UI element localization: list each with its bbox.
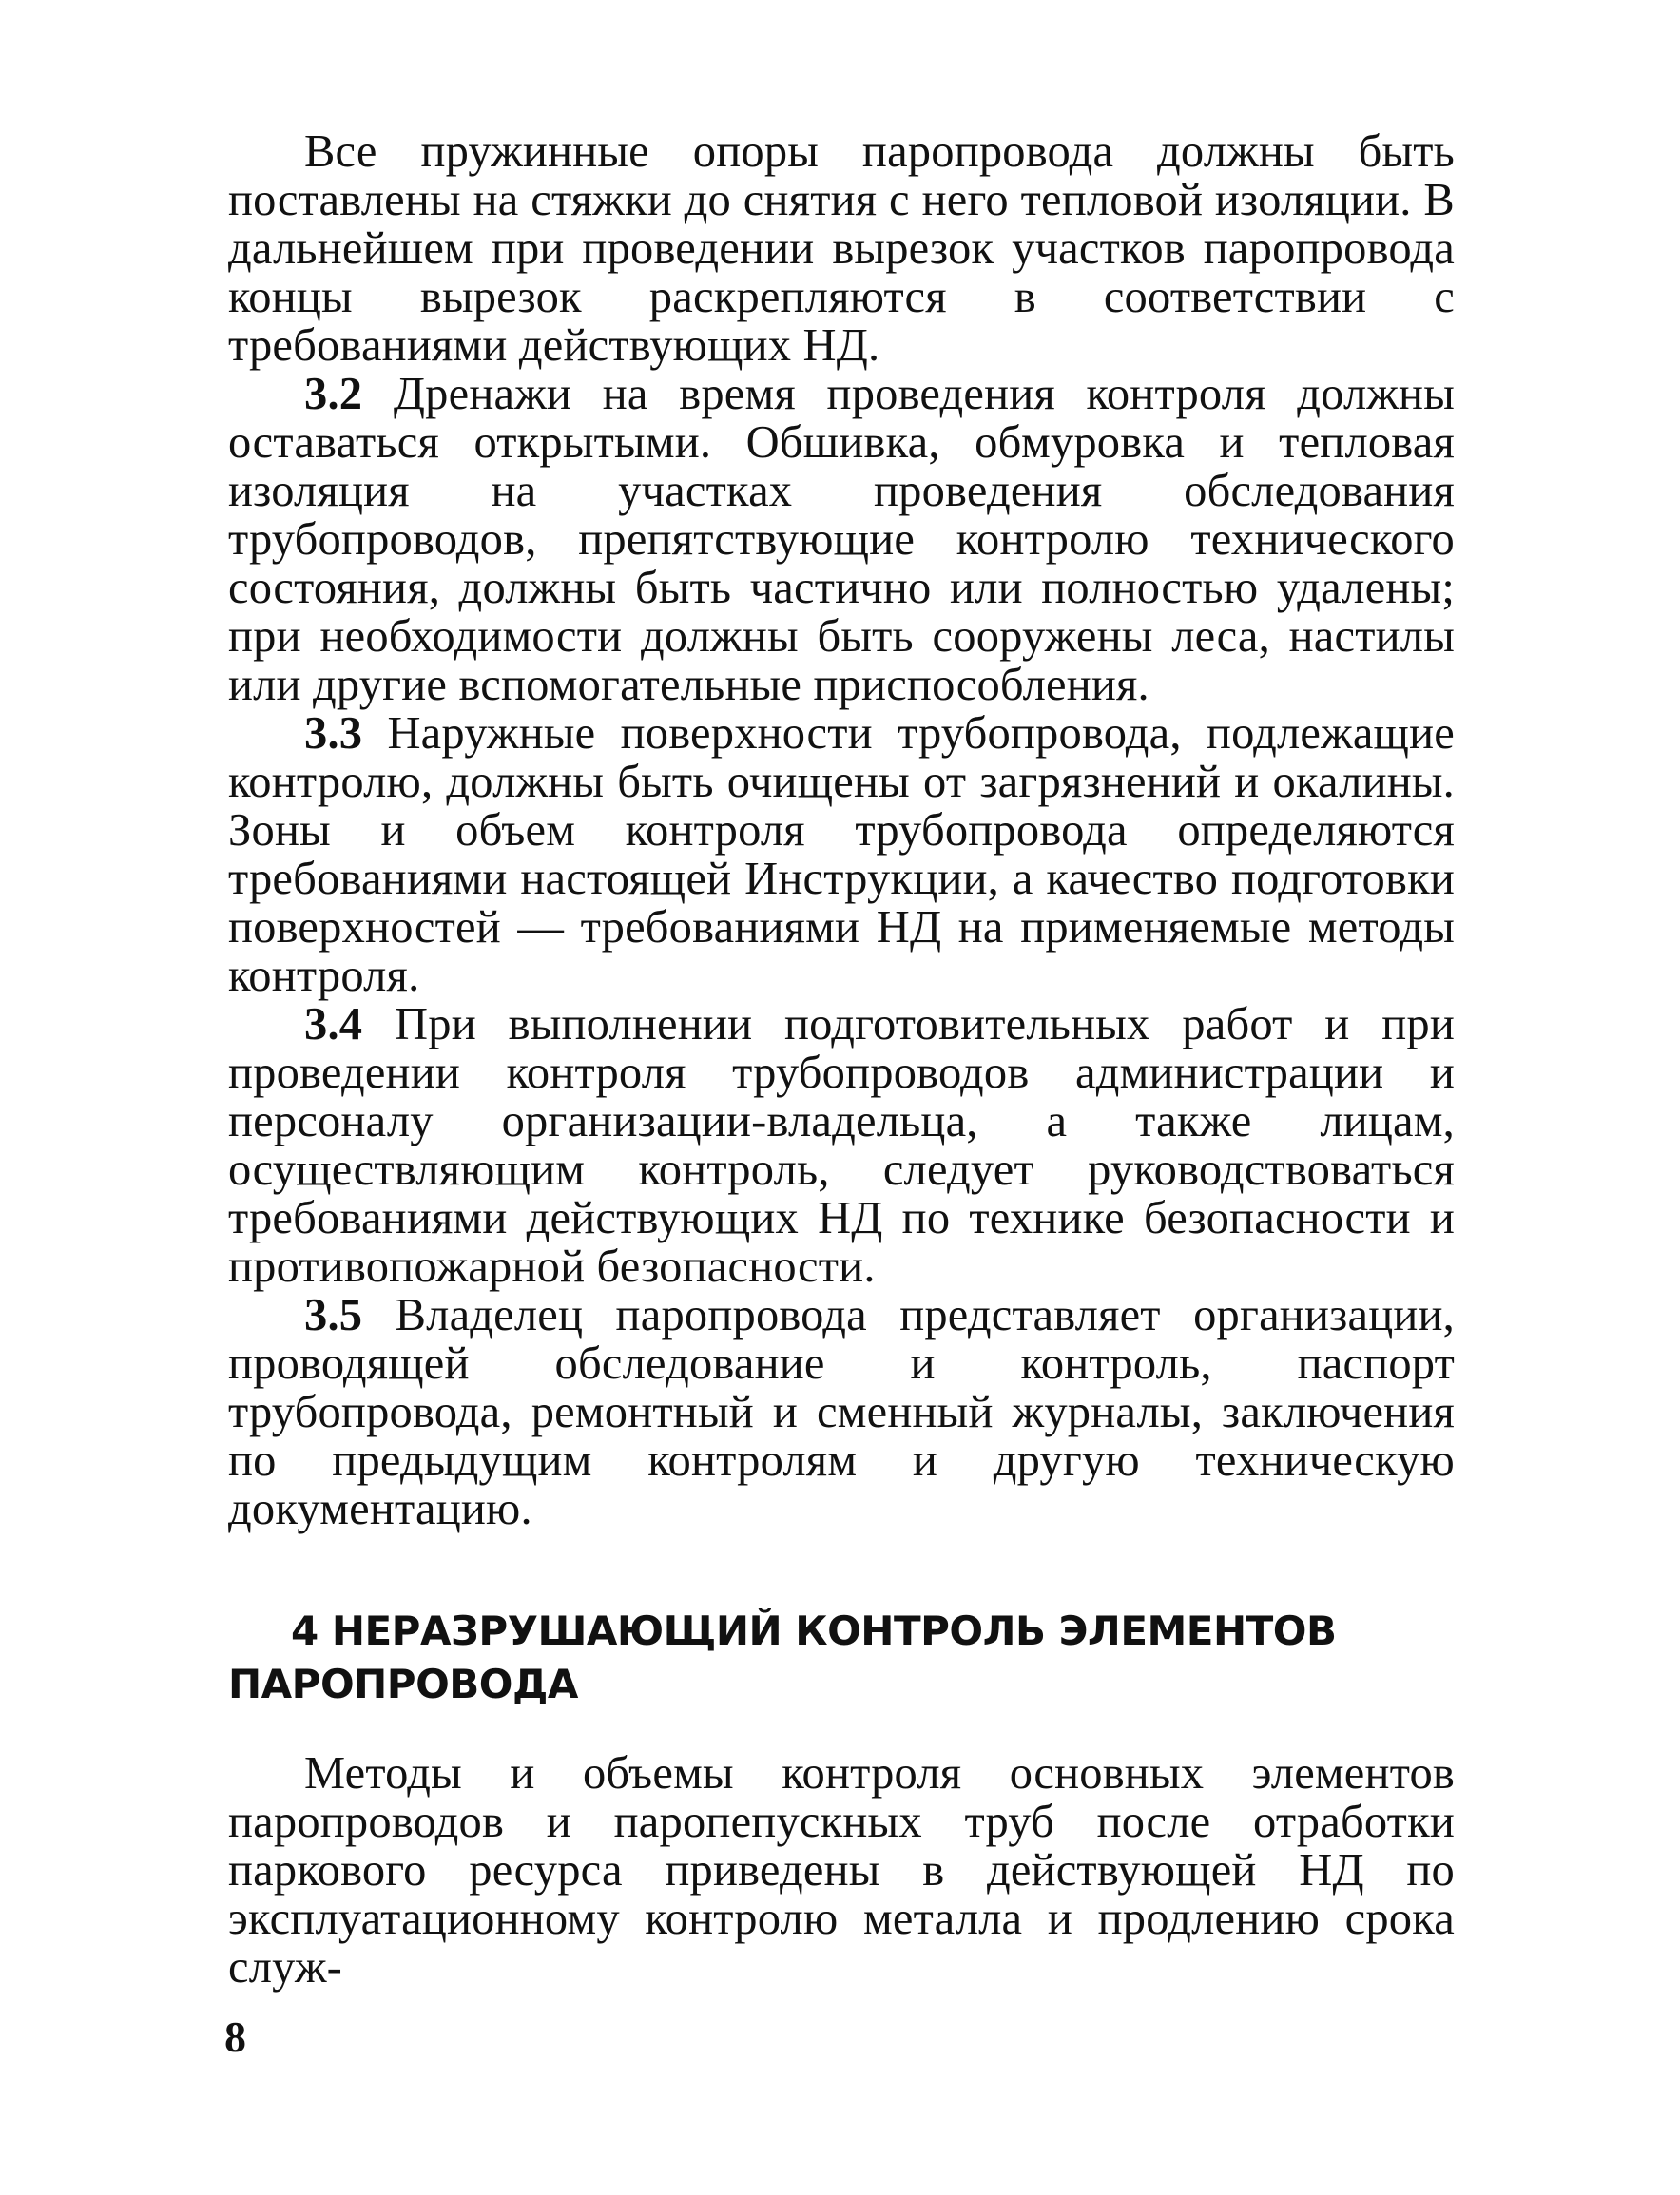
paragraph-text: Все пружинные опоры паропровода должны быть поставлены на стяжки до снятия с него тепловой изоляции. В дальнейшем при проведении вырезок участков паропровода концы вырезок раскрепляются в соответствии с требованиями действующих НД. <box>228 126 1455 371</box>
paragraph-text: Владелец паропровода представляет организации, проводящей обследование и контроль, паспорт трубопровода, ремонтный и сменный журналы, заключения по предыдущим контролям и другую техническую документацию. <box>228 1290 1455 1534</box>
paragraph-text: Наружные поверхности трубопровода, подлежащие контролю, должны быть очищены от загрязнений и окалины. Зоны и объем контроля трубопровода определяются требованиями настоящей Инструкции, а качество подготовки поверхностей — требованиями НД на применяемые методы контроля. <box>228 708 1455 1001</box>
paragraph-3-2 <box>228 370 1455 709</box>
paragraph-number: 3.5 <box>304 1290 363 1340</box>
paragraph-3-4 <box>228 1000 1455 1291</box>
paragraph-number: 3.2 <box>304 369 363 419</box>
body-text-bottom <box>228 1749 1455 1992</box>
paragraph-text: При выполнении подготовительных работ и при проведении контроля трубопроводов администрации и персоналу организации-владельца, а также лицам, осуществляющим контроль, следует руководствоваться требованиями действующих НД по технике безопасности и противопожарной безопасности. <box>228 999 1455 1292</box>
paragraph-text: Дренажи на время проведения контроля должны оставаться открытыми. Обшивка, обмуровка и тепловая изоляция на участках проведения обследования трубопроводов, препятствующие контролю технического состояния, должны быть частично или полностью удалены; при необходимости должны быть сооружены леса, настилы или другие вспомогательные приспособления. <box>228 369 1455 710</box>
paragraph-number: 3.3 <box>304 708 363 759</box>
paragraph-number: 3.4 <box>304 999 363 1049</box>
paragraph-3-3 <box>228 709 1455 1000</box>
page-number: 8 <box>224 2012 246 2061</box>
section-heading: 4 НЕРАЗРУШАЮЩИЙ КОНТРОЛЬ ЭЛЕМЕНТОВ ПАРОПРОВОДА <box>228 1608 1337 1707</box>
paragraph-3-5 <box>228 1291 1455 1533</box>
paragraph-3-1-continuation <box>228 127 1455 370</box>
body-text-top <box>228 127 1455 1533</box>
paragraph-4-intro: Методы и объемы контроля основных элементов паропроводов и паропепускных труб после отработки паркового ресурса приведены в действующей НД по эксплуатационному контролю металла и продлению срока служ- <box>228 1748 1455 1993</box>
